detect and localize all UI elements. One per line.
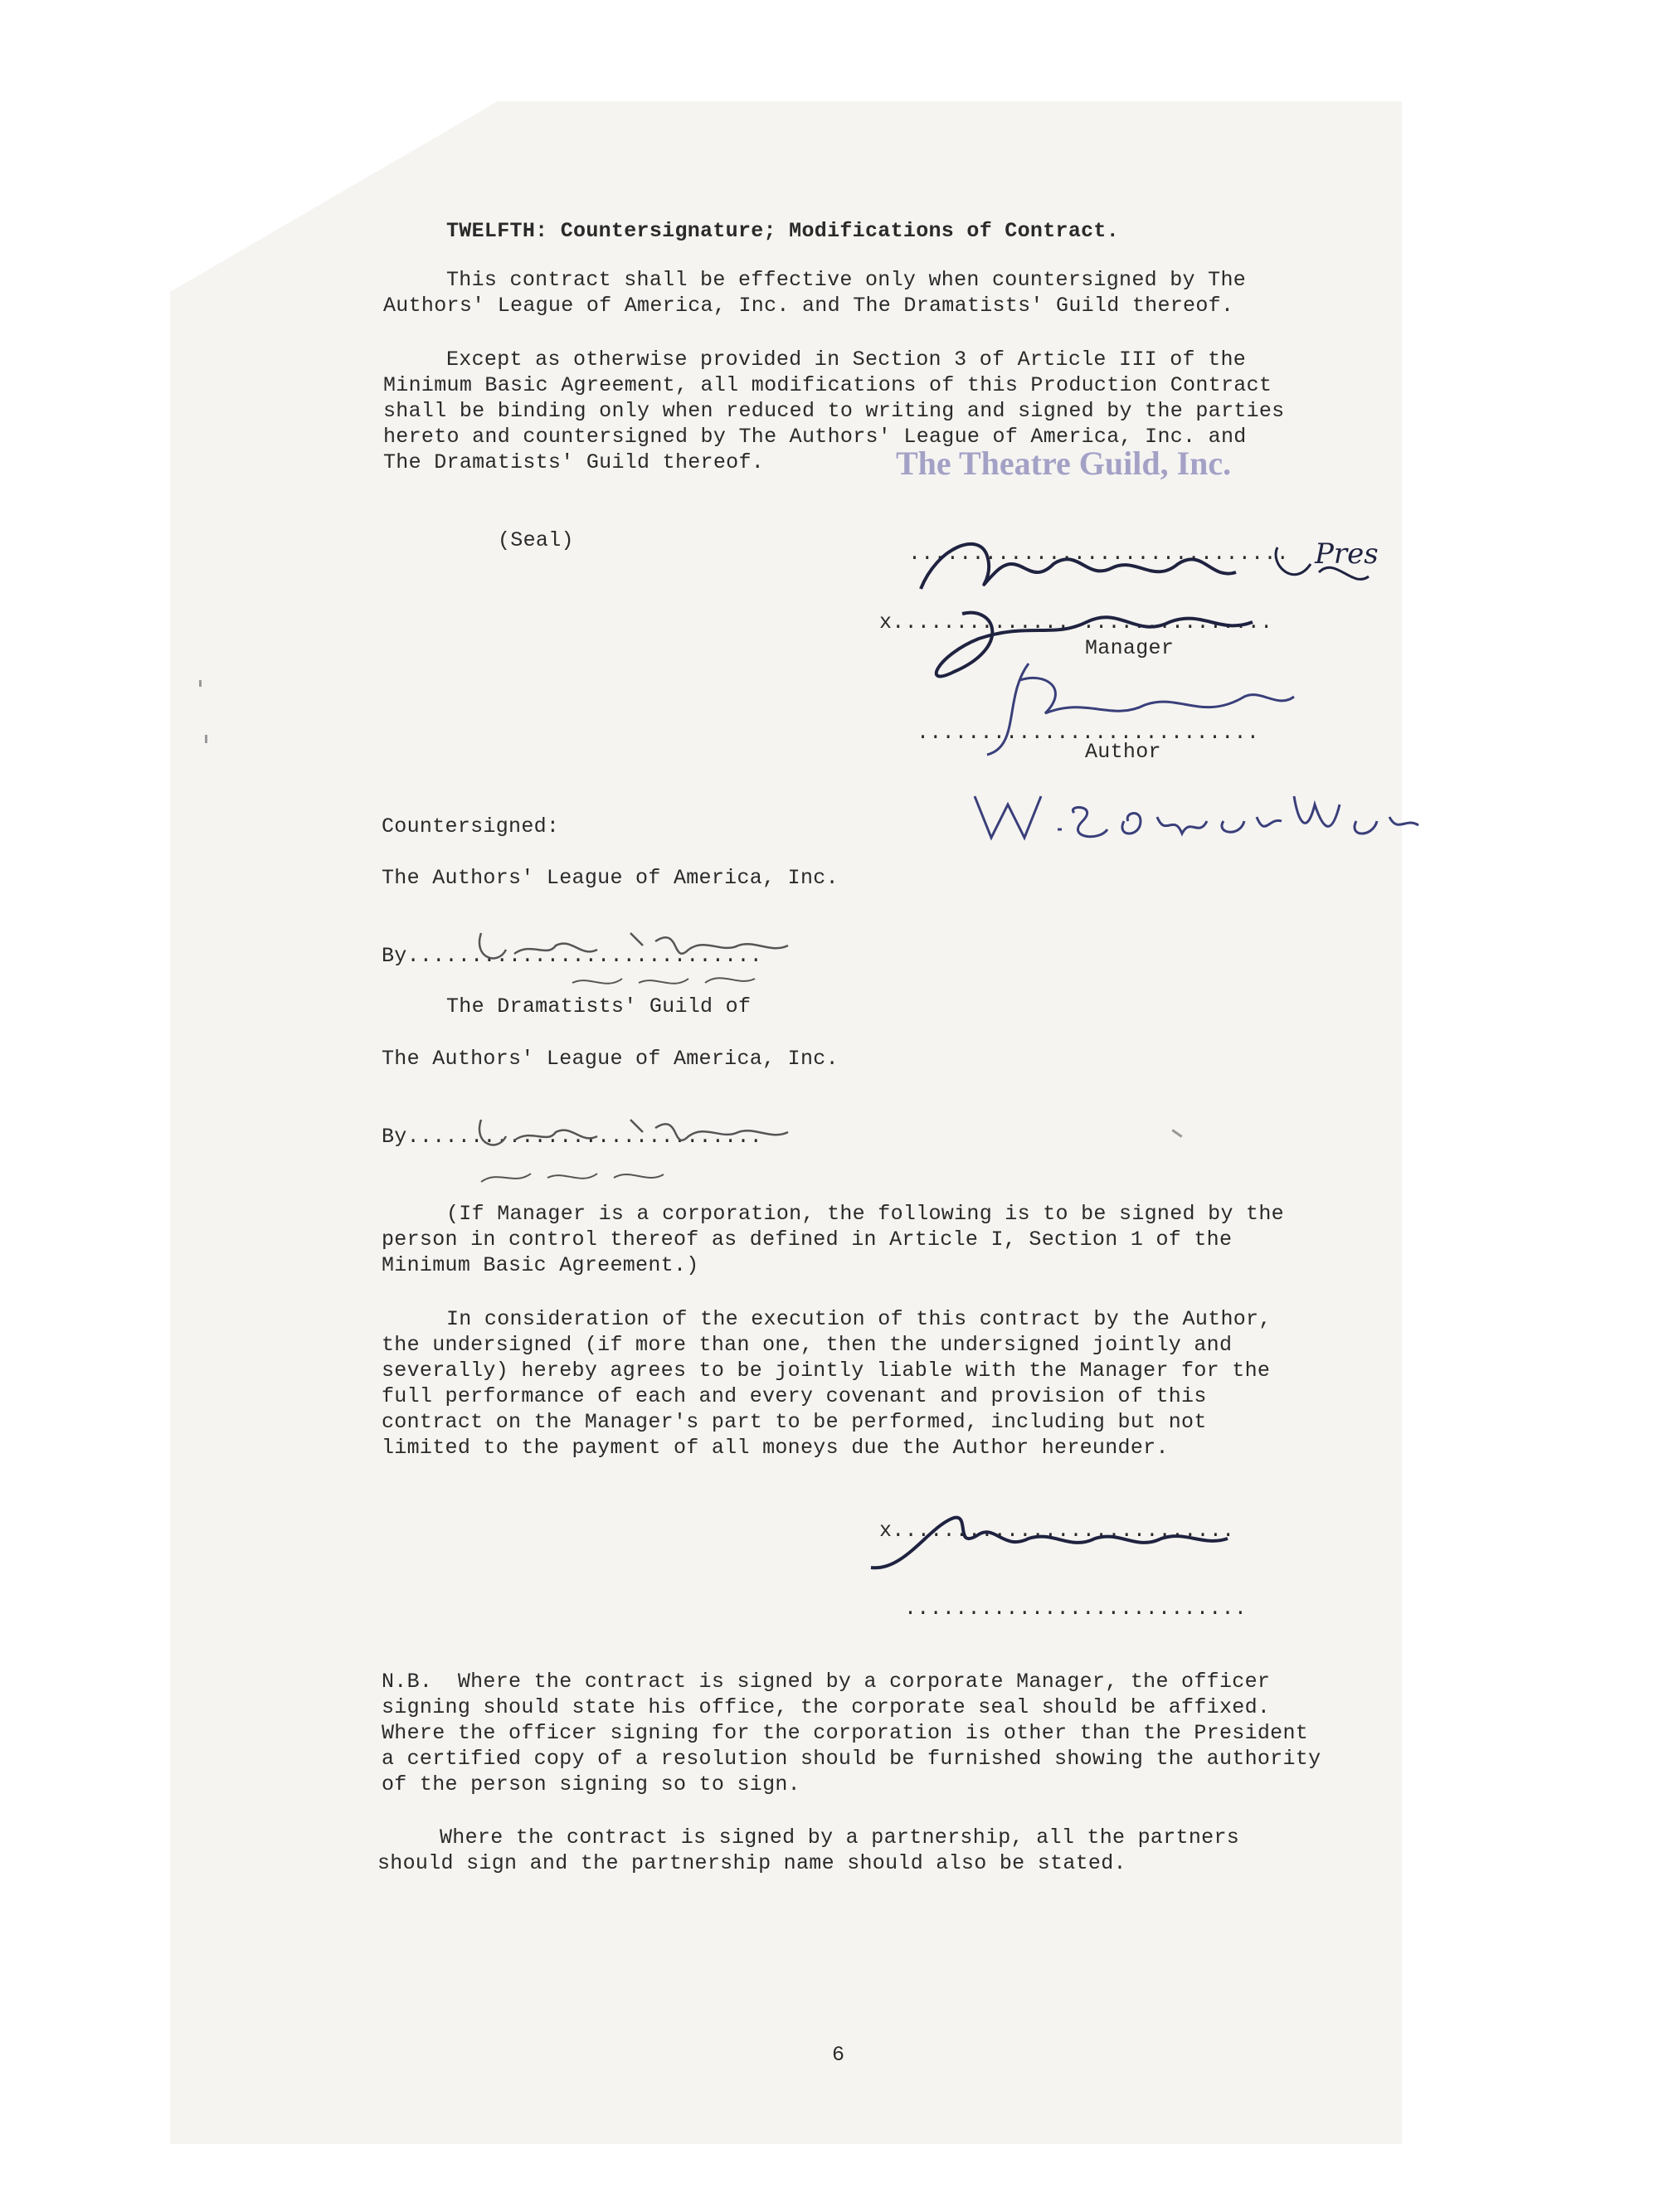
- maugham-signature-image: [966, 771, 1431, 854]
- guarantor-line-2: ...........................: [904, 1597, 1248, 1621]
- by-line-1: By............................: [382, 944, 763, 968]
- consideration-line-2: the undersigned (if more than one, then the undersigned jointly and: [382, 1333, 1233, 1357]
- consideration-line-6: limited to the payment of all moneys due the Author hereunder.: [382, 1436, 1169, 1460]
- consideration-line-1: In consideration of the execution of this contract by the Author,: [446, 1307, 1272, 1331]
- edge-mark: [199, 680, 202, 687]
- guarantor-signature-image: [854, 1493, 1319, 1584]
- authors-league-name-1: The Authors' League of America, Inc.: [382, 866, 839, 890]
- section-heading: TWELFTH: Countersignature; Modifications of Contract.: [446, 219, 1120, 243]
- countersigned-label: Countersigned:: [382, 814, 560, 839]
- theatre-guild-stamp: The Theatre Guild, Inc.: [896, 445, 1232, 482]
- consideration-line-4: full performance of each and every covenant and provision of this: [382, 1384, 1207, 1408]
- corp-note-line-3: Minimum Basic Agreement.): [382, 1253, 699, 1277]
- paragraph-2-line-2: Minimum Basic Agreement, all modifications of this Production Contract: [383, 373, 1272, 397]
- by-line-2: By............................: [382, 1125, 763, 1149]
- corp-note-line-1: (If Manager is a corporation, the following is to be signed by the: [446, 1202, 1284, 1226]
- guarantor-line-1: x...........................: [879, 1519, 1235, 1543]
- authors-league-name-2: The Authors' League of America, Inc.: [382, 1047, 839, 1071]
- nb-line-5: of the person signing so to sign.: [382, 1772, 800, 1796]
- nb-line-2: signing should state his office, the corporate seal should be affixed.: [382, 1695, 1271, 1719]
- author-label: Author: [1085, 740, 1161, 764]
- signature-line-manager: x..............................: [879, 610, 1273, 634]
- nb-line-4: a certified copy of a resolution should be furnished showing the authority: [382, 1747, 1321, 1771]
- paragraph-2-line-4: hereto and countersigned by The Authors' League of America, Inc. and: [383, 425, 1247, 449]
- manager-label: Manager: [1085, 636, 1175, 660]
- nb-line-3: Where the officer signing for the corporation is other than the President: [382, 1721, 1309, 1745]
- signature-line-author: ...........................: [917, 721, 1260, 745]
- partnership-line-1: Where the contract is signed by a partnership, all the partners: [440, 1826, 1240, 1850]
- nb-line-1: N.B. Where the contract is signed by a corporate Manager, the officer: [382, 1670, 1271, 1694]
- paragraph-2-line-3: shall be binding only when reduced to writing and signed by the parties: [383, 399, 1285, 423]
- page-number: 6: [832, 2043, 845, 2067]
- paragraph-1-line-1: This contract shall be effective only when countersigned by The: [446, 268, 1247, 292]
- paragraph-1-line-2: Authors' League of America, Inc. and The Dramatists' Guild thereof.: [383, 294, 1234, 318]
- consideration-line-3: severally) hereby agrees to be jointly liable with the Manager for the: [382, 1359, 1271, 1383]
- seal-label: (Seal): [498, 528, 574, 552]
- author-initials-signature-image: [971, 647, 1302, 763]
- president-suffix: Pres: [1315, 537, 1379, 571]
- paragraph-2-line-5: The Dramatists' Guild thereof.: [383, 450, 765, 474]
- signature-line-president: ..............................: [908, 542, 1290, 566]
- dramatists-guild-name: The Dramatists' Guild of: [446, 994, 752, 1018]
- partnership-line-2: should sign and the partnership name should also be stated.: [377, 1851, 1126, 1875]
- corp-note-line-2: person in control thereof as defined in Article I, Section 1 of the: [382, 1228, 1233, 1252]
- edge-mark: [205, 735, 207, 743]
- paragraph-2-line-1: Except as otherwise provided in Section 3 of Article III of the: [446, 348, 1247, 372]
- consideration-line-5: contract on the Manager's part to be performed, including but not: [382, 1410, 1207, 1434]
